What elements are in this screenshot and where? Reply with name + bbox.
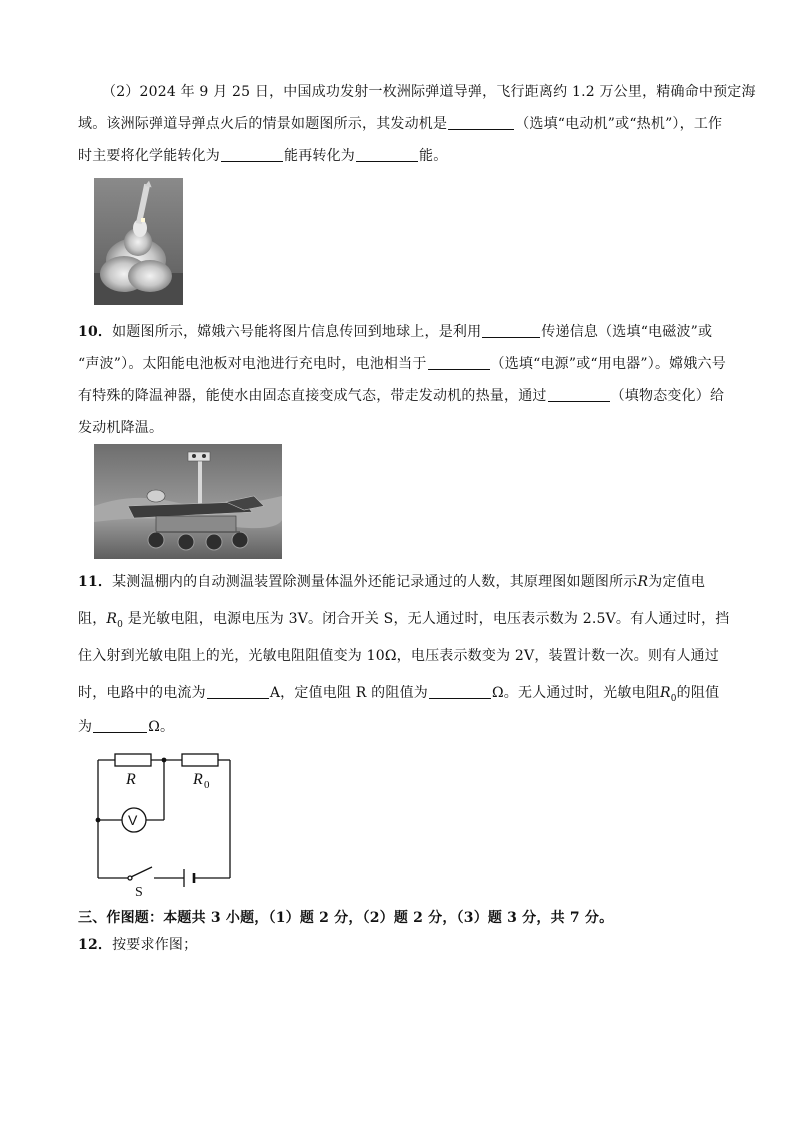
answer-blank-battery[interactable]: [428, 355, 490, 370]
q11-text-2: 为定值电: [648, 574, 706, 590]
question-number-10: 10．: [78, 324, 113, 340]
junction-top: [162, 758, 167, 763]
resistor-r0: [182, 754, 218, 766]
q12-line: [78, 935, 750, 955]
resistor-r: [115, 754, 151, 766]
q10-text-6: （填物态变化）给: [610, 388, 725, 404]
label-r: R: [126, 771, 136, 788]
q11-text-5: 住入射到光敏电阻上的光，光敏电阻阻值变为 10Ω，电压表示数变为 2V，装置计数一次。则有人通过: [78, 648, 719, 664]
q10-line4: [78, 418, 750, 438]
answer-blank-signal[interactable]: [482, 323, 540, 338]
question-number-11: 11．: [78, 574, 113, 590]
answer-blank-resistance-r0[interactable]: [93, 718, 147, 733]
q11-line2: [78, 609, 750, 635]
label-r0: R: [193, 771, 203, 788]
rover-photo: [94, 444, 282, 559]
q11-text-6: 时，电路中的电流为: [78, 685, 206, 701]
q11-text-8: Ω。无人通过时，光敏电阻: [491, 685, 660, 701]
q11-line1: [78, 572, 750, 592]
switch-lever: [131, 867, 152, 877]
question-number-12: 12．: [78, 937, 113, 953]
q11-symbol-r0-sub: 0: [117, 619, 124, 630]
label-s: S: [135, 885, 143, 900]
q12-text: 按要求作图；: [112, 937, 198, 953]
q11-line3: [78, 646, 750, 666]
answer-blank-engine[interactable]: [448, 115, 514, 130]
q9-part2-line2: [78, 114, 750, 134]
answer-blank-resistance-r[interactable]: [429, 684, 491, 699]
q10-text-2: 传递信息（选填“电磁波”或: [541, 324, 713, 340]
q9-text-1: （2）2024 年 9 月 25 日，中国成功发射一枚洲际弹道导弹，飞行距离约 1.2 万公里，精确命中预定海: [102, 84, 756, 100]
q11-text-7: A，定值电阻 R 的阻值为: [269, 685, 428, 701]
answer-blank-energy-1[interactable]: [221, 147, 283, 162]
answer-blank-energy-2[interactable]: [356, 147, 418, 162]
q11-text-9: 的阻值: [676, 685, 720, 701]
q11-text-4: 是光敏电阻，电源电压为 3V。闭合开关 S，无人通过时，电压表示数为 2.5V。有人通过时，挡: [127, 611, 730, 627]
q10-text-7: 发动机降温。: [78, 420, 164, 436]
missile-launch-photo: [94, 178, 183, 305]
q11-text-3: 阻，: [78, 611, 107, 627]
q11-symbol-r0: R: [106, 611, 118, 627]
q10-text-5: 有特殊的降温神器，能使水由固态直接变成气态，带走发动机的热量，通过: [78, 388, 547, 404]
q10-text-3: “声波”）。太阳能电池板对电池进行充电时，电池相当于: [78, 356, 427, 372]
q10-line3: [78, 386, 750, 406]
q9-text-3: （选填“电动机”或“热机”），工作: [515, 116, 723, 132]
q11-symbol-r0-2: R: [659, 685, 671, 701]
label-v: V: [128, 812, 138, 828]
answer-blank-current[interactable]: [207, 684, 269, 699]
q10-line1: [78, 322, 750, 342]
junction-left: [96, 818, 101, 823]
q11-symbol-r: R: [637, 574, 649, 590]
q11-symbol-r0-sub-2: 0: [670, 693, 677, 704]
q9-text-5: 能再转化为: [284, 148, 355, 164]
q10-line2: [78, 354, 750, 374]
q9-part2-line3: [78, 146, 750, 166]
q11-line4: [78, 683, 750, 709]
q9-text-6: 能。: [419, 148, 448, 164]
q11-text-10: 为: [78, 719, 93, 735]
q9-text-2: 域。该洲际弹道导弹点火后的情景如题图所示，其发动机是: [78, 116, 448, 132]
q11-text-11: Ω。: [148, 719, 175, 735]
answer-blank-phase-change[interactable]: [548, 387, 610, 402]
section-3-heading-text: 三、作图题：本题共 3 小题，（1）题 2 分，（2）题 2 分，（3）题 3 分，共 7 分。: [78, 910, 614, 926]
circuit-diagram: [90, 750, 240, 900]
q9-part2-line1: [102, 82, 774, 102]
label-r0-sub: 0: [204, 779, 210, 791]
section-3-heading: [78, 908, 750, 928]
q11-text-1: 某测温棚内的自动测温装置除测量体温外还能记录通过的人数，其原理图如题图所示: [112, 574, 638, 590]
q11-line5: [78, 717, 750, 737]
q10-text-1: 如题图所示，嫦娥六号能将图片信息传回到地球上，是利用: [112, 324, 482, 340]
q10-text-4: （选填“电源”或“用电器”）。嫦娥六号: [490, 356, 726, 372]
q9-text-4: 时主要将化学能转化为: [78, 148, 220, 164]
